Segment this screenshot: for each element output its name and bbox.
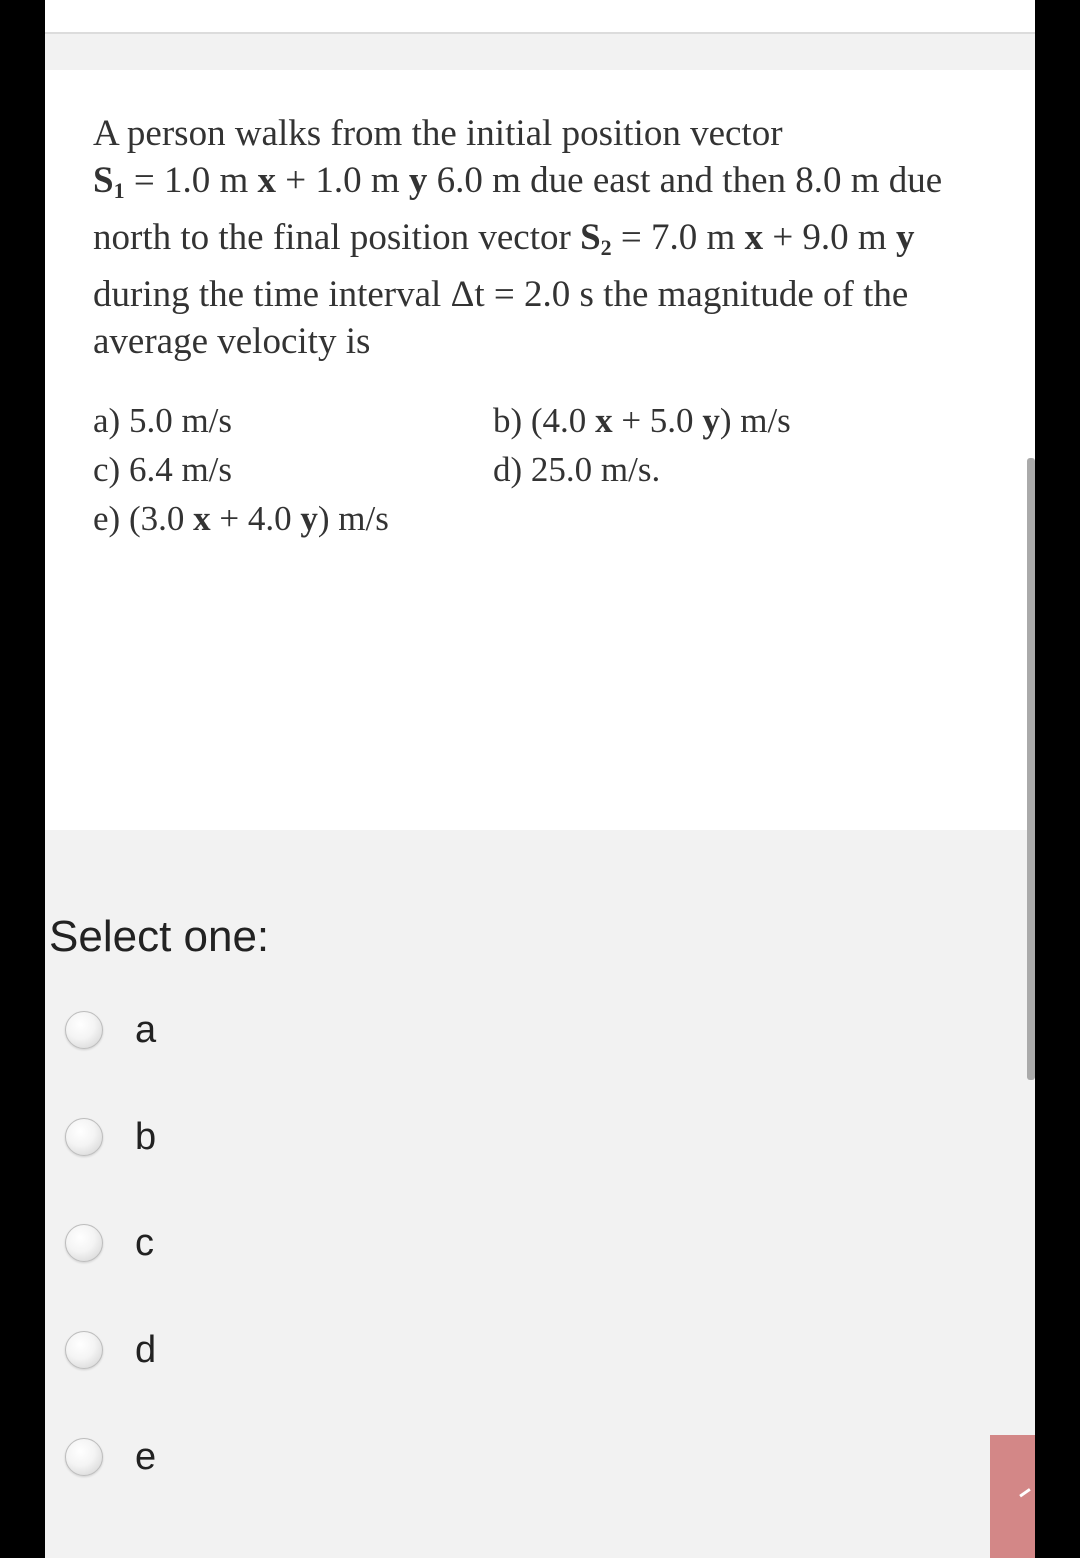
option-e-text: e) (3.0 x + 4.0 y) m/s: [93, 499, 389, 538]
choice-a-label[interactable]: a: [135, 1008, 157, 1051]
choice-e-label[interactable]: e: [135, 1435, 157, 1478]
question-line-4: during the time interval Δt = 2.0 s the magnitude of the: [93, 274, 909, 315]
question-line-2: $S_1 = 1.0$ m x + 1.0 m y 6.0 m due east and then 8.0 m due: [93, 160, 943, 203]
choice-b[interactable]: [65, 1107, 365, 1167]
radio-button-a[interactable]: [65, 1011, 103, 1049]
quiz-navigation-button[interactable]: [990, 1435, 1035, 1558]
question-line-5: average velocity is: [93, 321, 371, 362]
scrollbar[interactable]: [1027, 458, 1035, 1080]
top-strip: [45, 0, 1035, 34]
option-a-text: a) 5.0 m/s: [93, 401, 233, 440]
choice-d-label[interactable]: d: [135, 1328, 157, 1371]
chevron-left-icon: [1019, 1488, 1035, 1509]
radio-button-c[interactable]: [65, 1224, 103, 1262]
radio-button-e[interactable]: [65, 1438, 103, 1476]
choice-a[interactable]: [65, 1000, 365, 1060]
question-text: [93, 110, 1013, 365]
option-c-text: c) 6.4 m/s: [93, 450, 233, 489]
radio-button-b[interactable]: [65, 1118, 103, 1156]
choice-d[interactable]: [65, 1320, 365, 1380]
select-one-label: Select one:: [49, 912, 270, 961]
choice-c-label[interactable]: c: [135, 1221, 154, 1264]
options-right-column: [493, 396, 791, 494]
question-line-3: north to the final position vector $S_2 = 7.0$ m x + 9.0 m y: [93, 217, 915, 260]
choice-b-label[interactable]: b: [135, 1115, 157, 1158]
quiz-frame: [45, 0, 1035, 1558]
choice-e[interactable]: [65, 1427, 365, 1487]
option-b-text: b) (4.0 x + 5.0 y) m/s: [493, 401, 791, 440]
question-line-1: A person walks from the initial position vector: [93, 113, 783, 154]
option-d-text: d) 25.0 m/s.: [493, 450, 661, 489]
question-panel: [45, 70, 1035, 830]
options-left-column: [93, 396, 389, 543]
choice-c[interactable]: [65, 1213, 365, 1273]
radio-button-d[interactable]: [65, 1331, 103, 1369]
